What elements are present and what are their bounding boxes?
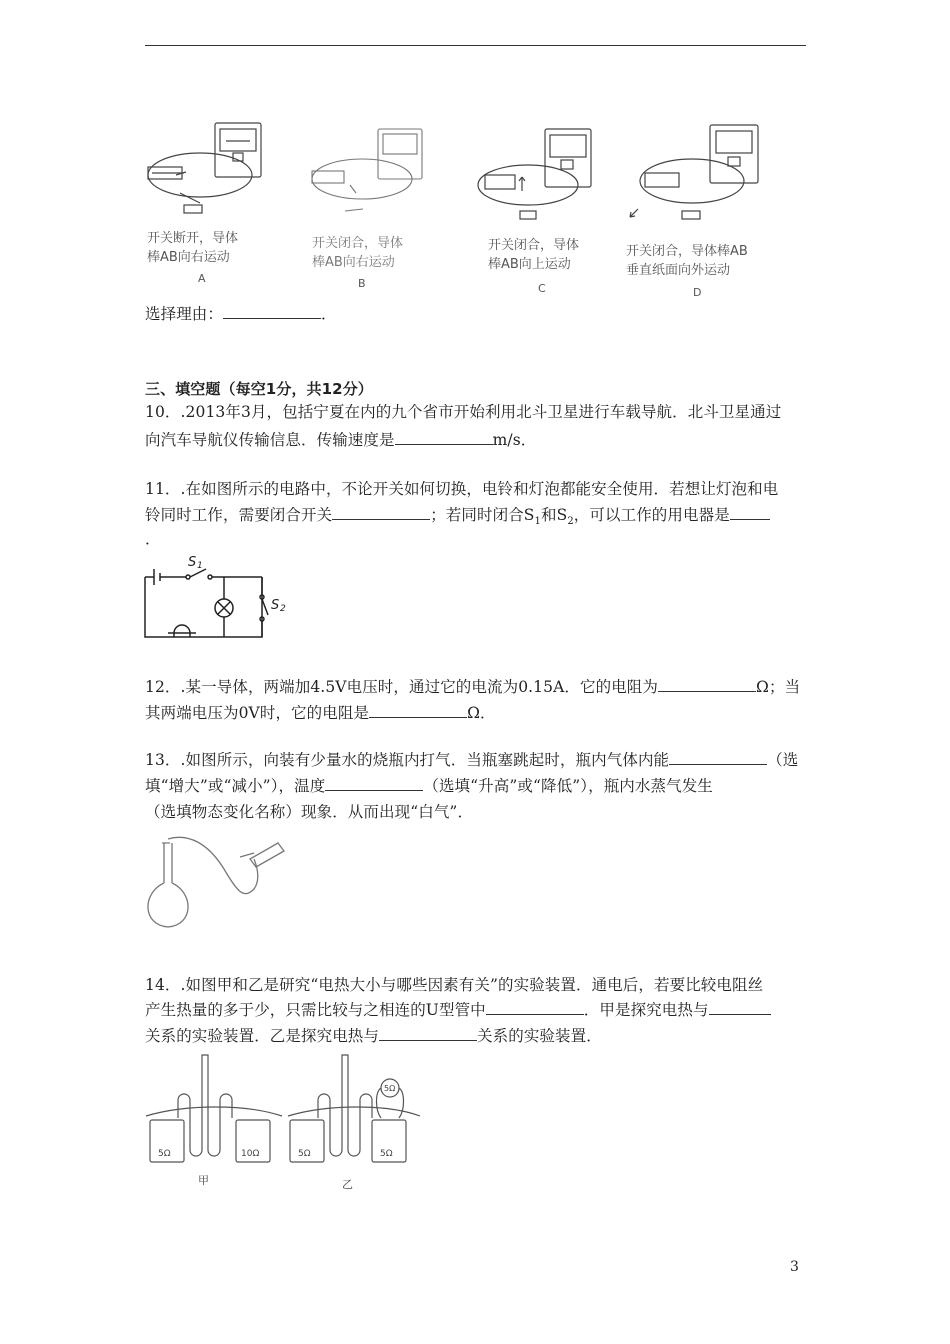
s1-sub: 1 xyxy=(197,561,203,571)
figure-a-letter: A xyxy=(198,272,206,285)
q11-line1: 11．.在如图所示的电路中，不论开关如何切换，电铃和灯泡都能安全使用．若想让灯泡和电 xyxy=(145,480,779,498)
induction-figures xyxy=(140,115,790,225)
figure-c-letter: C xyxy=(538,282,546,295)
q12-zero-voltage-blank[interactable] xyxy=(369,703,467,718)
q11-line3: ． xyxy=(145,530,161,548)
q13-flask-pump-figure xyxy=(140,835,290,935)
q14-yi-factor-blank[interactable] xyxy=(379,1026,477,1041)
reason-label: 选择理由： xyxy=(145,305,224,323)
figure-a-apparatus xyxy=(148,123,261,213)
q13-temperature-blank[interactable] xyxy=(325,776,423,791)
q14-utube-blank[interactable] xyxy=(486,1000,584,1015)
header-rule xyxy=(145,45,806,46)
q13-line2: 填“增大”或“减小”），温度 （选填“升高”或“降低”），瓶内水蒸气发生 xyxy=(145,777,713,795)
figure-d-apparatus xyxy=(630,125,758,219)
q14-jia-factor-blank[interactable] xyxy=(709,1000,771,1015)
jia-label: 甲 xyxy=(198,1174,209,1187)
q10-line1: 10．.2013年3月，包括宁夏在内的九个省市开始利用北斗卫星进行车载导航．北斗卫星通过 xyxy=(145,403,782,421)
q11-device-blank[interactable] xyxy=(730,505,770,520)
q14-line1: 14．.如图甲和乙是研究“电热大小与哪些因素有关”的实验装置．通电后，若要比较电阻丝 xyxy=(145,976,764,994)
figure-b-apparatus xyxy=(312,129,422,211)
q11-line2: 铃同时工作，需要闭合开关 ；若同时闭合$S_1$和$S_2$，可以工作的用电器是 xyxy=(145,503,807,527)
q14-line2: 产生热量的多于少，只需比较与之相连的U型管中 ．甲是探究电热与 xyxy=(145,998,807,1020)
q11-switch-blank[interactable] xyxy=(332,505,430,520)
jia-left-resistor: 5Ω xyxy=(158,1149,171,1159)
figure-a-caption: 开关断开，导体 棒AB向右运动 xyxy=(147,231,239,265)
figure-b-letter: B xyxy=(358,277,366,290)
q14-line3: 关系的实验装置．乙是探究电热与 关系的实验装置． xyxy=(145,1027,602,1045)
q14-apparatus-figure xyxy=(140,1050,440,1200)
yi-label: 乙 xyxy=(342,1178,353,1191)
reason-blank[interactable] xyxy=(223,304,321,319)
jia-right-resistor: 10Ω xyxy=(241,1149,260,1159)
q13-line1: 13．.如图所示，向装有少量水的烧瓶内打气．当瓶塞跳起时，瓶内气体内能 （选 xyxy=(145,751,799,769)
figure-b-caption: 开关闭合，导体 棒AB向右运动 xyxy=(312,236,404,270)
q10-line2: 向汽车导航仪传输信息．传输速度是 m/s． xyxy=(145,431,537,449)
figure-d-caption: 开关闭合，导体棒AB 垂直纸面向外运动 xyxy=(626,244,748,278)
figure-c-caption: 开关闭合，导体 棒AB向上运动 xyxy=(488,238,580,272)
yi-right-resistor: 5Ω xyxy=(380,1149,393,1159)
reason-line: 选择理由： ． xyxy=(145,305,337,323)
yi-left-resistor: 5Ω xyxy=(298,1149,311,1159)
q13-line3: （选填物态变化名称）现象．从而出现“白气”． xyxy=(145,803,474,821)
section-heading: 三、填空题（每空1分，共12分） xyxy=(145,380,373,398)
q12-line1: 12．.某一导体，两端加4.5V电压时，通过它的电流为0.15A．它的电阻为 Ω；当 xyxy=(145,678,801,696)
q12-resistance-blank[interactable] xyxy=(658,677,756,692)
figure-d-letter: D xyxy=(693,286,702,299)
s2-sub: 2 xyxy=(280,604,286,614)
q11-circuit-diagram xyxy=(140,555,300,647)
page-number: 3 xyxy=(790,1259,799,1275)
q10-speed-blank[interactable] xyxy=(395,430,493,445)
s1-label: S xyxy=(188,555,197,570)
s2-label: S xyxy=(271,598,280,613)
yi-top-resistor: 5Ω xyxy=(384,1084,396,1093)
figure-c-apparatus xyxy=(478,129,591,219)
q13-energy-blank[interactable] xyxy=(669,750,767,765)
q12-line2: 其两端电压为0V时，它的电阻是 Ω． xyxy=(145,704,496,722)
